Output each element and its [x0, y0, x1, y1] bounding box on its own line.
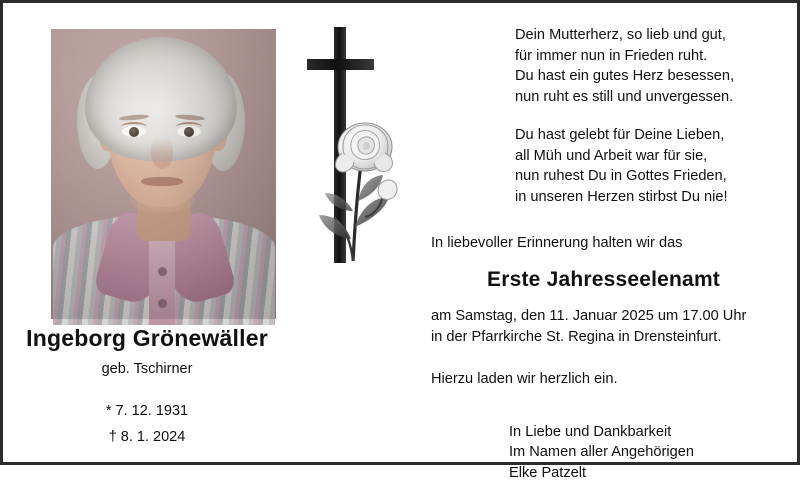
text-column [431, 25, 781, 483]
eyelid-left [121, 122, 147, 132]
mouth [141, 177, 183, 186]
verse-line: Dein Mutterherz, so lieb und gut, [515, 25, 781, 46]
portrait-photo [51, 29, 276, 319]
button-lower [158, 299, 167, 308]
portrait-and-name-column [3, 3, 291, 462]
service-title: Erste Jahresseelenamt [487, 270, 781, 291]
service-invitation: Hierzu laden wir herzlich ein. [431, 369, 781, 390]
stanza-spacer [515, 107, 781, 125]
closing-line: Im Namen aller Angehörigen [509, 442, 781, 463]
maiden-name: geb. Tschirner [3, 361, 291, 377]
verse-line: in unseren Herzen stirbst Du nie! [515, 187, 781, 208]
closing-block [509, 422, 781, 483]
portrait-illustration [51, 29, 276, 319]
chin [129, 187, 195, 213]
verse-line: Du hast ein gutes Herz besessen, [515, 66, 781, 87]
service-location: in der Pfarrkirche St. Regina in Drensteinfurt. [431, 327, 781, 348]
button-upper [158, 267, 167, 276]
cross-rose-svg [293, 13, 428, 313]
memorial-verse [515, 25, 781, 207]
name-block [3, 325, 291, 445]
death-date: † 8. 1. 2024 [3, 429, 291, 445]
cardigan-placket [149, 241, 175, 325]
rose-icon [319, 123, 397, 261]
eyelid-right [176, 122, 202, 132]
verse-line: nun ruht es still und unvergessen. [515, 87, 781, 108]
closing-line: In Liebe und Dankbarkeit [509, 422, 781, 443]
cross-and-rose-illustration [293, 13, 428, 313]
nose [151, 137, 173, 169]
service-intro: In liebevoller Erinnerung halten wir das [431, 233, 781, 254]
service-datetime: am Samstag, den 11. Januar 2025 um 17.00 Uhr [431, 306, 781, 327]
verse-line: nun ruhest Du in Gottes Frieden, [515, 166, 781, 187]
verse-line: all Müh und Arbeit war für sie, [515, 146, 781, 167]
closing-signature: Elke Patzelt [509, 463, 781, 483]
birth-date: * 7. 12. 1931 [3, 403, 291, 419]
verse-line: für immer nun in Frieden ruht. [515, 46, 781, 67]
deceased-name: Ingeborg Grönewäller [3, 325, 291, 352]
verse-line: Du hast gelebt für Deine Lieben, [515, 125, 781, 146]
